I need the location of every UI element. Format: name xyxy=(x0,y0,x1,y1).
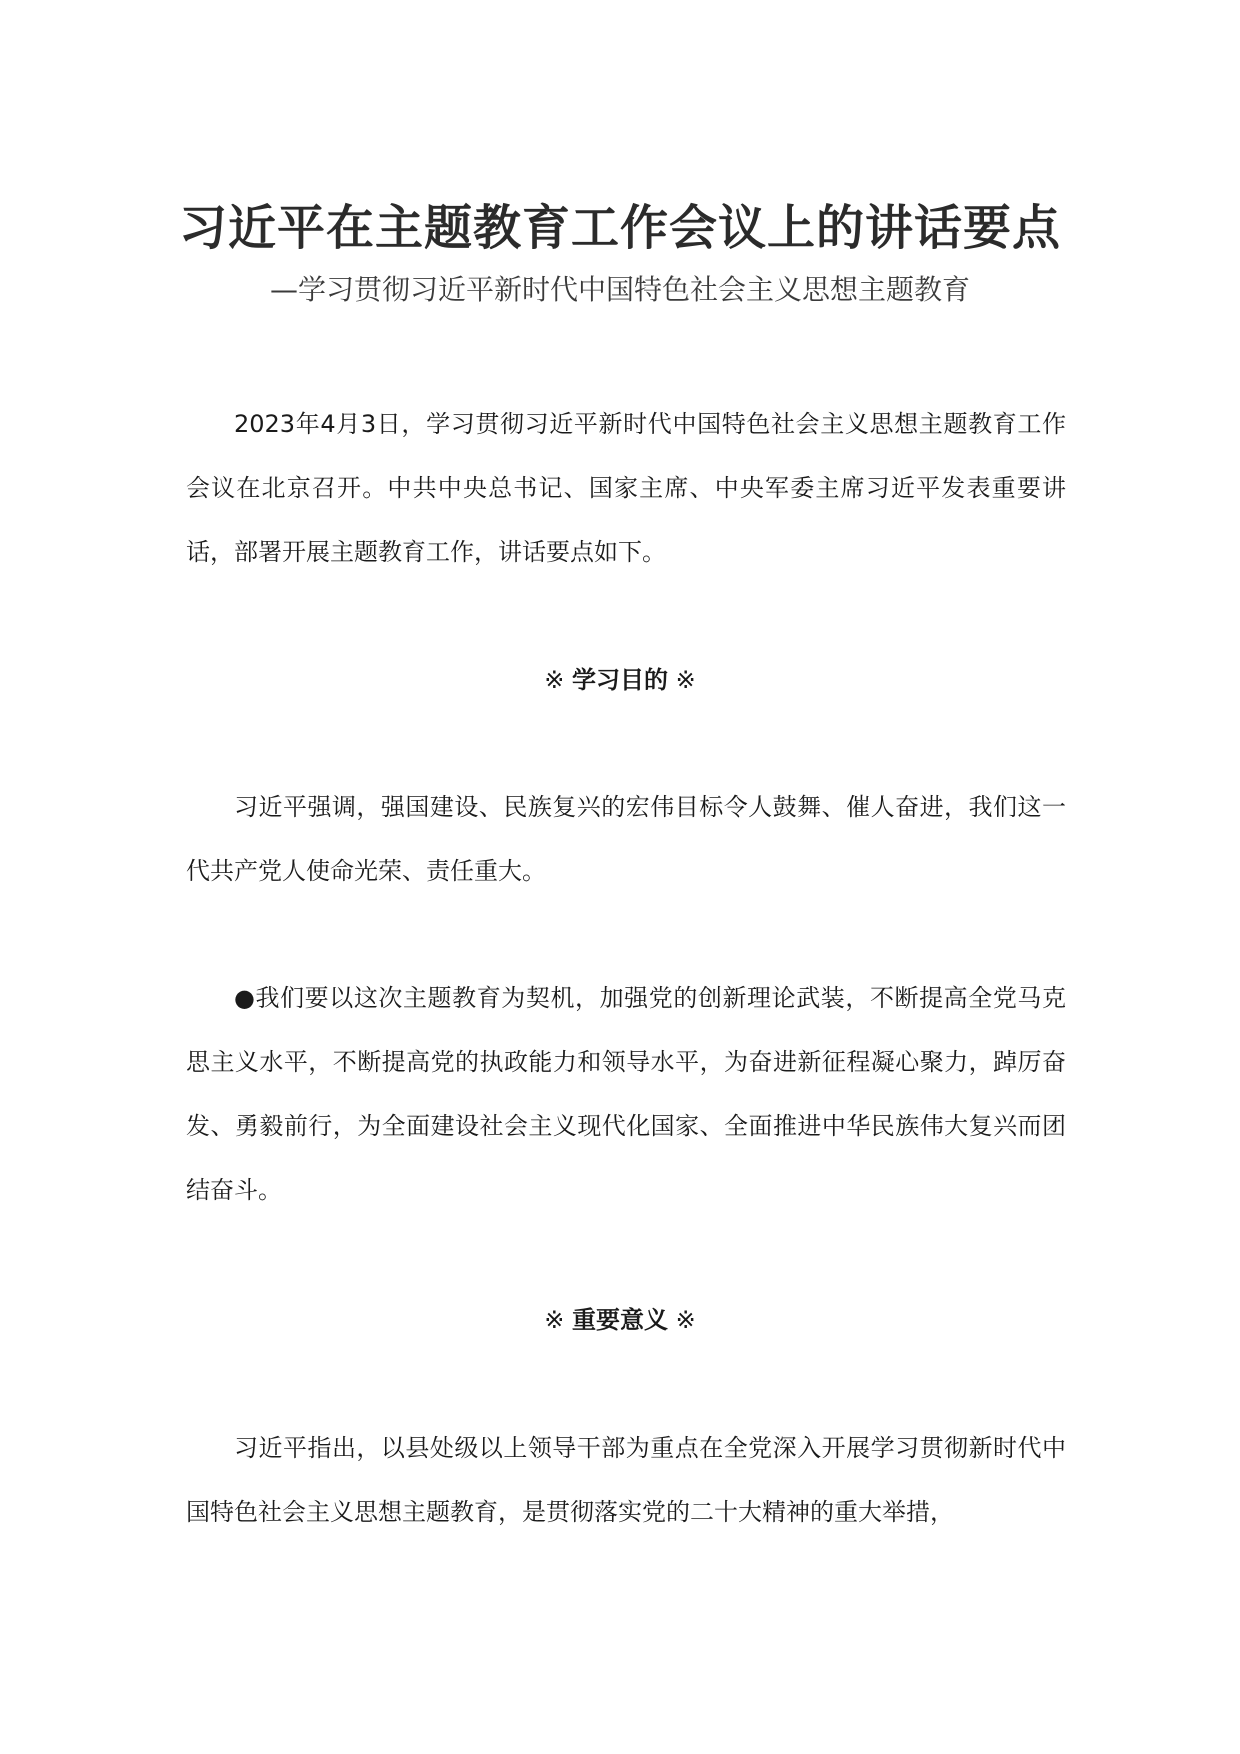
section-label: 重要意义 xyxy=(572,1306,668,1334)
intro-paragraph: 2023年4月3日，学习贯彻习近平新时代中国特色社会主义思想主题教育工作会议在北京召开。中共中央总书记、国家主席、中央军委主席习近平发表重要讲话，部署开展主题教育工作，讲话要点如下。 xyxy=(186,410,1066,566)
body-paragraph: ●我们要以这次主题教育为契机，加强党的创新理论武装，不断提高全党马克思主义水平，不断提高党的执政能力和领导水平，为奋进新征程凝心聚力，踔厉奋发、勇毅前行，为全面建设社会主义现代化国家、全面推进中华民族伟大复兴而团结奋斗。 xyxy=(186,984,1066,1204)
section-marker: ※ xyxy=(675,666,696,694)
section-heading-significance xyxy=(0,1300,1240,1340)
section-heading-study-purpose xyxy=(0,660,1240,700)
section-marker: ※ xyxy=(544,666,565,694)
section-label: 学习目的 xyxy=(572,666,668,694)
section-marker: ※ xyxy=(675,1306,696,1334)
section-marker: ※ xyxy=(544,1306,565,1334)
body-paragraph: 习近平指出，以县处级以上领导干部为重点在全党深入开展学习贯彻新时代中国特色社会主义思想主题教育，是贯彻落实党的二十大精神的重大举措， xyxy=(186,1434,1066,1526)
page-title: 习近平在主题教育工作会议上的讲话要点 xyxy=(178,200,1061,256)
page-subtitle: —学习贯彻习近平新时代中国特色社会主义思想主题教育 xyxy=(269,273,970,306)
body-paragraph: 习近平强调，强国建设、民族复兴的宏伟目标令人鼓舞、催人奋进，我们这一代共产党人使命光荣、责任重大。 xyxy=(186,793,1066,885)
